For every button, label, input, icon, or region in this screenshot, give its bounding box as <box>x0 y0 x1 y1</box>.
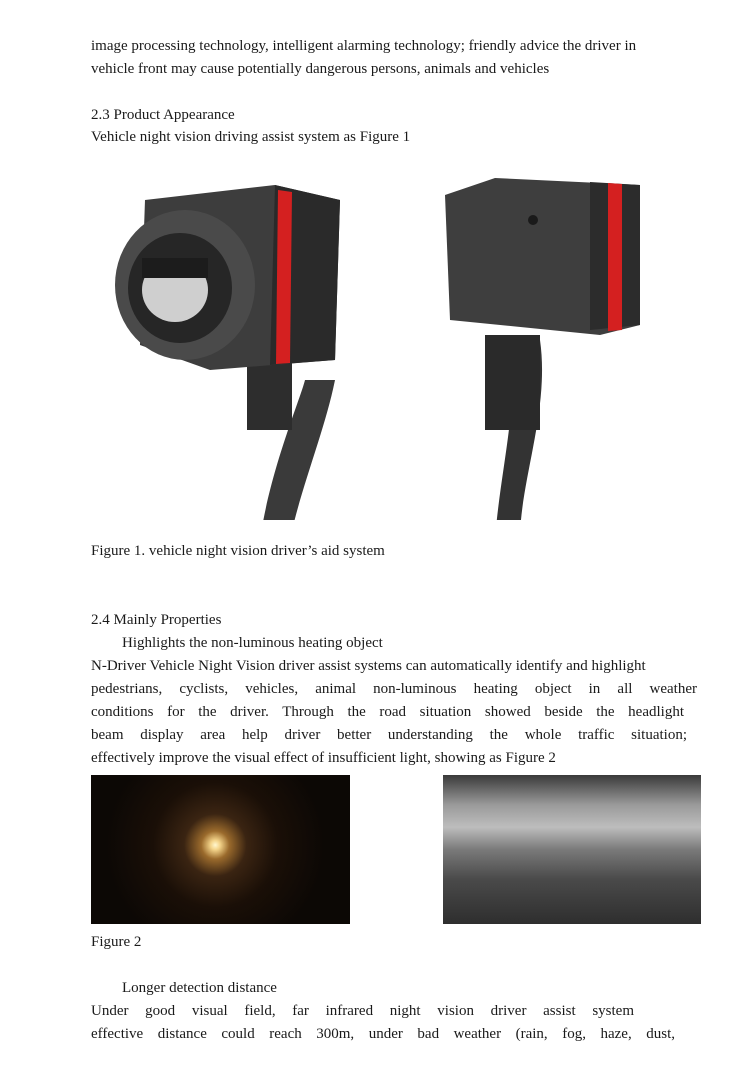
camera-rear-view <box>445 178 640 520</box>
section-text: Vehicle night vision driving assist system as Figure 1 <box>91 129 411 145</box>
paragraph-line: Under good visual field, far infrared night vision driver assist system <box>91 1003 634 1019</box>
paragraph-line: effectively improve the visual effect of insufficient light, showing as Figure 2 <box>91 750 556 766</box>
paragraph-line: N-Driver Vehicle Night Vision driver assist systems can automatically identify and highlight <box>91 658 646 674</box>
intro-line: image processing technology, intelligent alarming technology; friendly advice the driver in <box>91 38 637 54</box>
figure-1-caption: Figure 1. vehicle night vision driver’s aid system <box>91 543 385 559</box>
figure-1-camera-images <box>100 170 670 520</box>
subheading: Highlights the non-luminous heating object <box>122 635 383 651</box>
section-heading: 2.3 Product Appearance <box>91 107 235 123</box>
section-heading: 2.4 Mainly Properties <box>91 612 222 628</box>
intro-line: vehicle front may cause potentially dangerous persons, animals and vehicles <box>91 61 550 77</box>
camera-front-view <box>115 185 340 520</box>
figure-2-night-camera-image <box>91 775 350 924</box>
paragraph-line: pedestrians, cyclists, vehicles, animal non-luminous heating object in all weather <box>91 681 697 697</box>
subheading: Longer detection distance <box>122 980 277 996</box>
paragraph-line: conditions for the driver. Through the road situation showed beside the headlight <box>91 704 684 720</box>
figure-2-caption: Figure 2 <box>91 934 142 950</box>
paragraph-line: effective distance could reach 300m, under bad weather (rain, fog, haze, dust, <box>91 1026 675 1042</box>
paragraph-line: beam display area help driver better understanding the whole traffic situation; <box>91 727 687 743</box>
figure-2-thermal-image <box>443 775 701 924</box>
